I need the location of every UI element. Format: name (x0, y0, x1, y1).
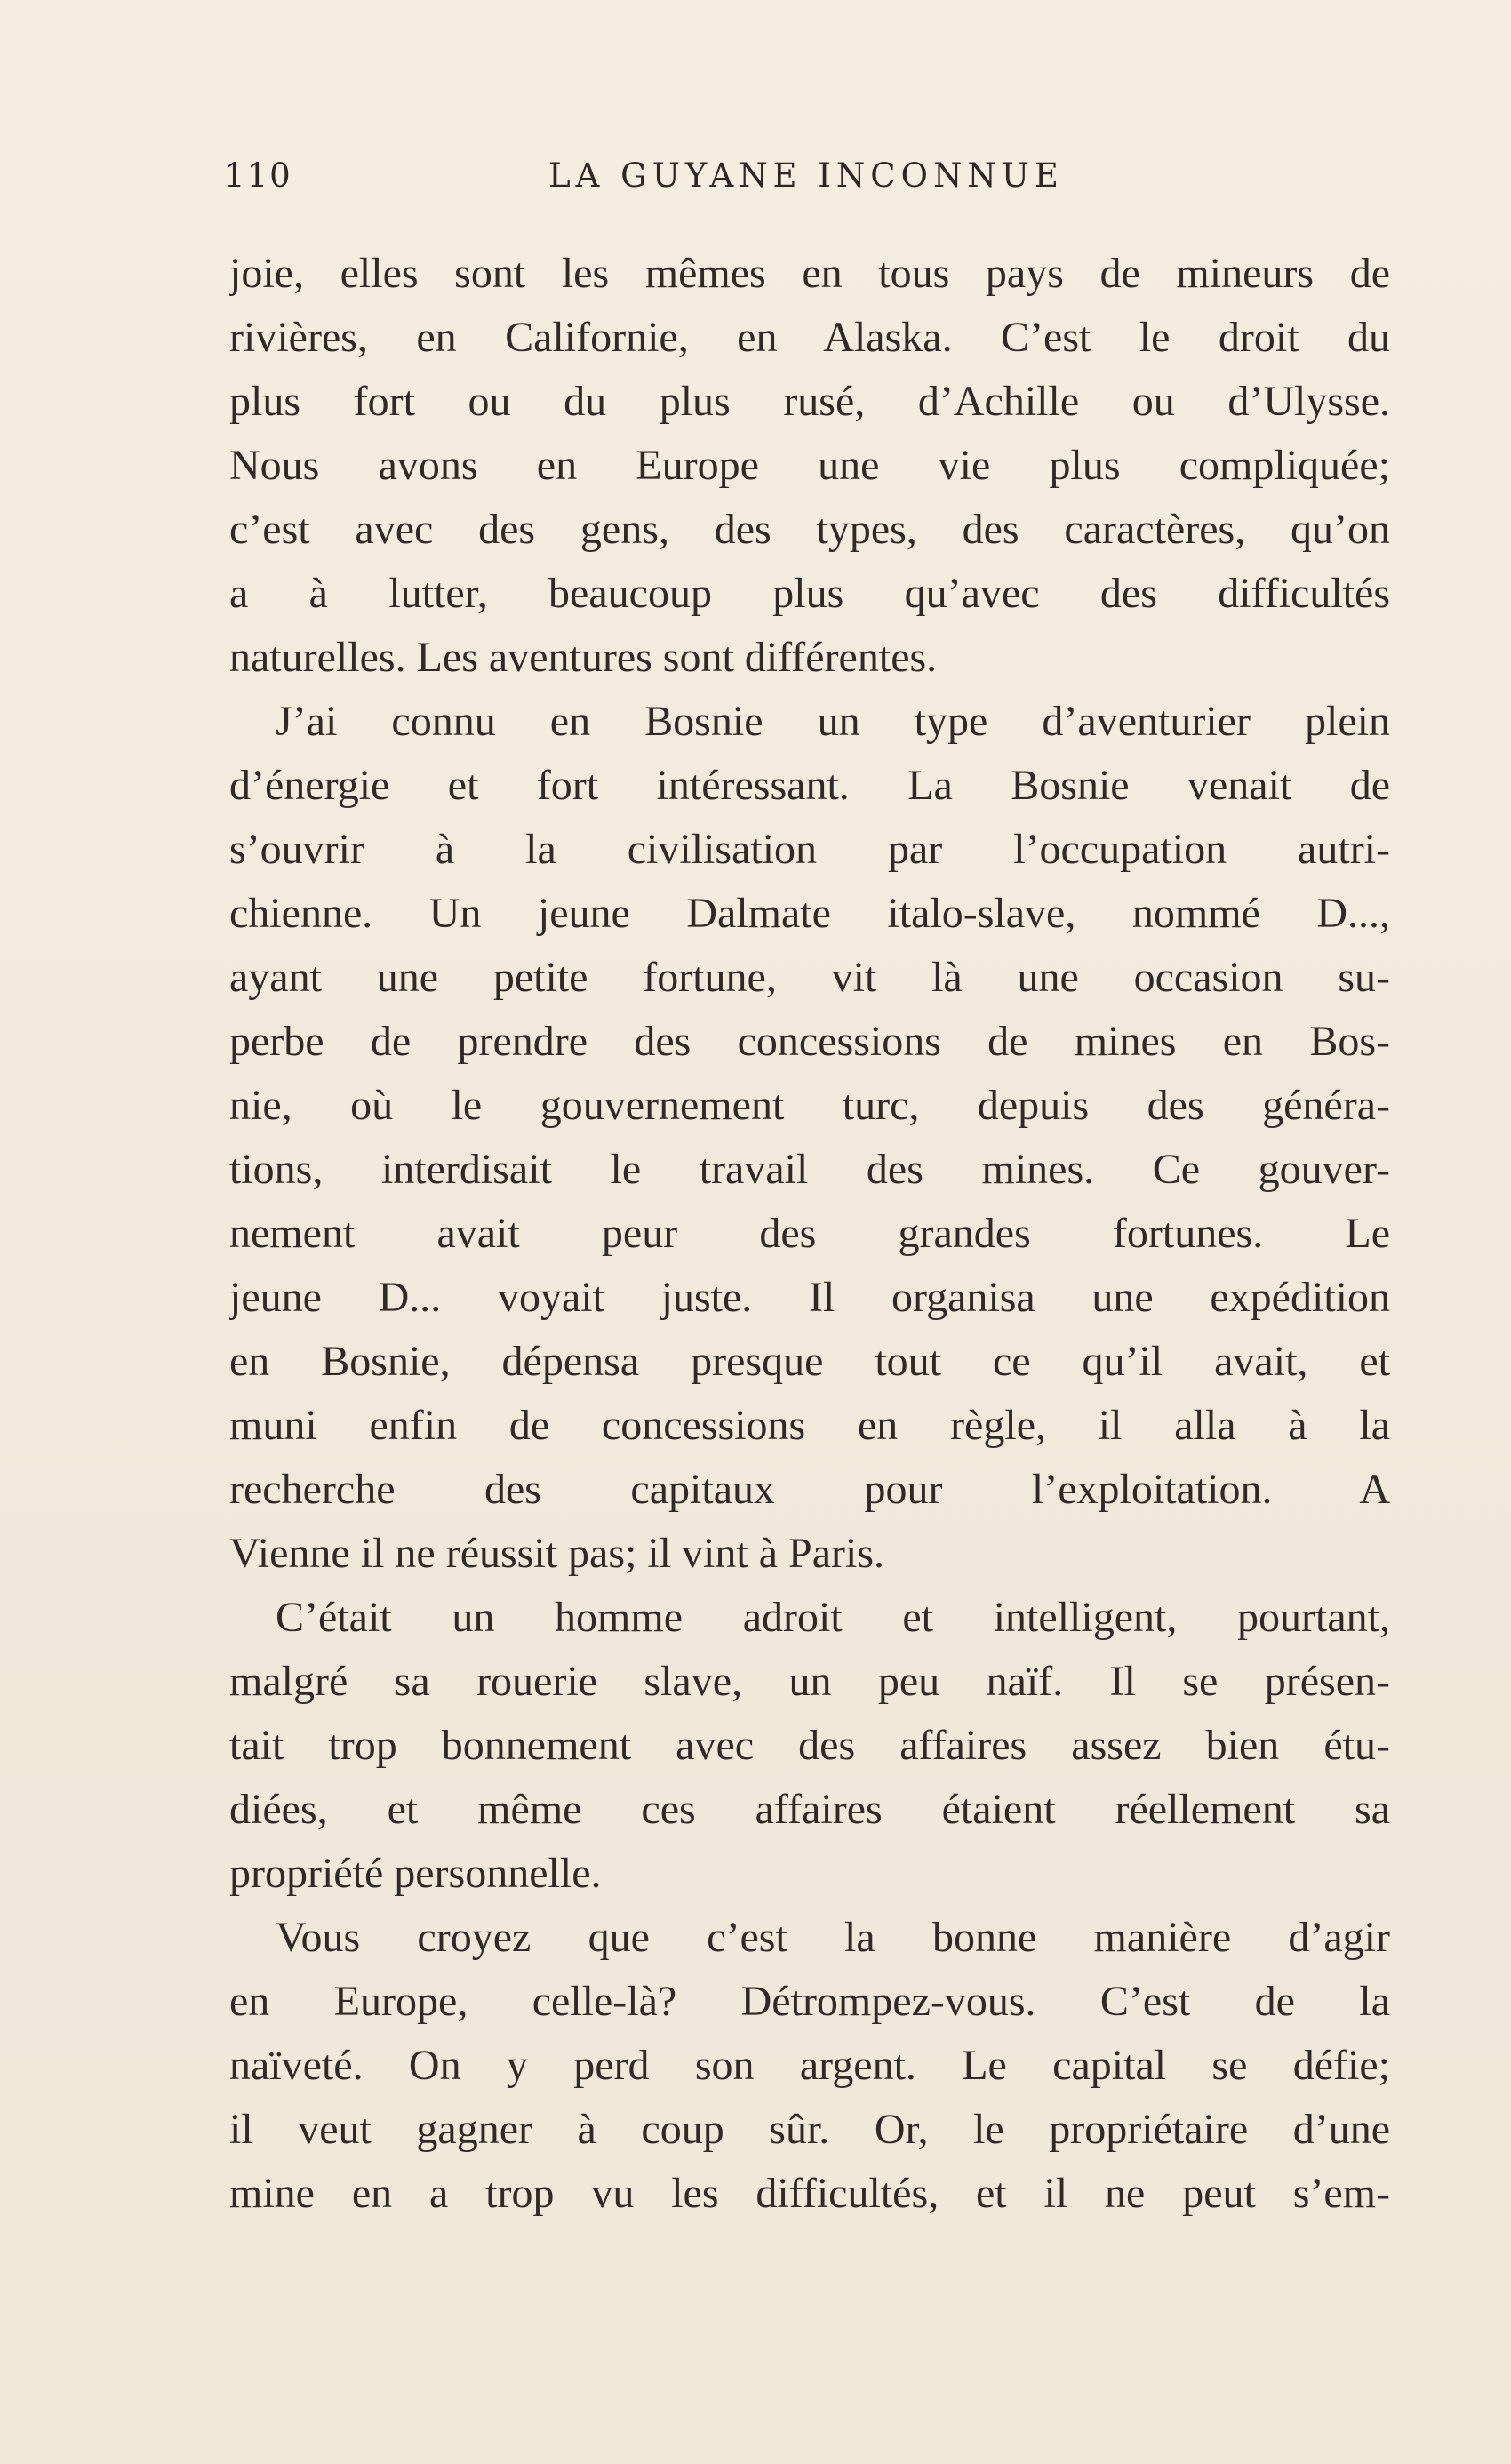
page-number: 110 (224, 156, 292, 195)
text-line: malgré sa rouerie slave, un peu naïf. Il se présen- (229, 1658, 1390, 1705)
text-line: nement avait peur des grandes fortunes. Le (229, 1210, 1390, 1257)
paragraph-end-line: Vienne il ne réussit pas; il vint à Paris. (229, 1530, 884, 1577)
text-line: muni enfin de concessions en règle, il alla à la (229, 1402, 1390, 1449)
text-line: plus fort ou du plus rusé, d’Achille ou d’Ulysse. (229, 378, 1390, 425)
text-line: jeune D... voyait juste. Il organisa une expédition (229, 1274, 1390, 1321)
text-line: c’est avec des gens, des types, des caractères, qu’on (229, 506, 1390, 553)
text-line: rivières, en Californie, en Alaska. C’est le droit du (229, 314, 1390, 361)
paragraph-start-line: C’était un homme adroit et intelligent, pourtant, (276, 1594, 1390, 1641)
text-line: recherche des capitaux pour l’exploitation. A (229, 1466, 1390, 1513)
text-line: perbe de prendre des concessions de mines en Bos- (229, 1018, 1390, 1065)
text-line: Nous avons en Europe une vie plus compliquée; (229, 442, 1390, 489)
text-line: chienne. Un jeune Dalmate italo-slave, nommé D..., (229, 890, 1390, 937)
text-line: en Europe, celle-là? Détrompez-vous. C’est de la (229, 1978, 1390, 2025)
text-line: nie, où le gouvernement turc, depuis des généra- (229, 1082, 1390, 1129)
paragraph-end-line: naturelles. Les aventures sont différentes. (229, 634, 938, 681)
text-line: s’ouvrir à la civilisation par l’occupation autri- (229, 826, 1390, 873)
text-line: a à lutter, beaucoup plus qu’avec des difficultés (229, 570, 1390, 617)
text-line: ayant une petite fortune, vit là une occasion su- (229, 954, 1390, 1001)
body-text (229, 242, 1390, 2226)
paragraph-start-line: J’ai connu en Bosnie un type d’aventurier plein (276, 698, 1390, 745)
text-line: joie, elles sont les mêmes en tous pays de mineurs de (229, 250, 1390, 297)
text-line: tions, interdisait le travail des mines. Ce gouver- (229, 1146, 1390, 1193)
text-line: il veut gagner à coup sûr. Or, le propriétaire d’une (229, 2106, 1390, 2153)
text-line: tait trop bonnement avec des affaires assez bien étu- (229, 1722, 1390, 1769)
text-line: d’énergie et fort intéressant. La Bosnie venait de (229, 762, 1390, 809)
text-line: naïveté. On y perd son argent. Le capital se défie; (229, 2042, 1390, 2089)
text-line: en Bosnie, dépensa presque tout ce qu’il avait, et (229, 1338, 1390, 1385)
paragraph-end-line: propriété personnelle. (229, 1850, 602, 1897)
text-line: diées, et même ces affaires étaient réellement sa (229, 1786, 1390, 1833)
text-line: mine en a trop vu les difficultés, et il ne peut s’em- (229, 2170, 1390, 2217)
running-head (224, 156, 1388, 210)
running-title: LA GUYANE INCONNUE (548, 156, 1064, 195)
paragraph-start-line: Vous croyez que c’est la bonne manière d’agir (276, 1914, 1390, 1961)
